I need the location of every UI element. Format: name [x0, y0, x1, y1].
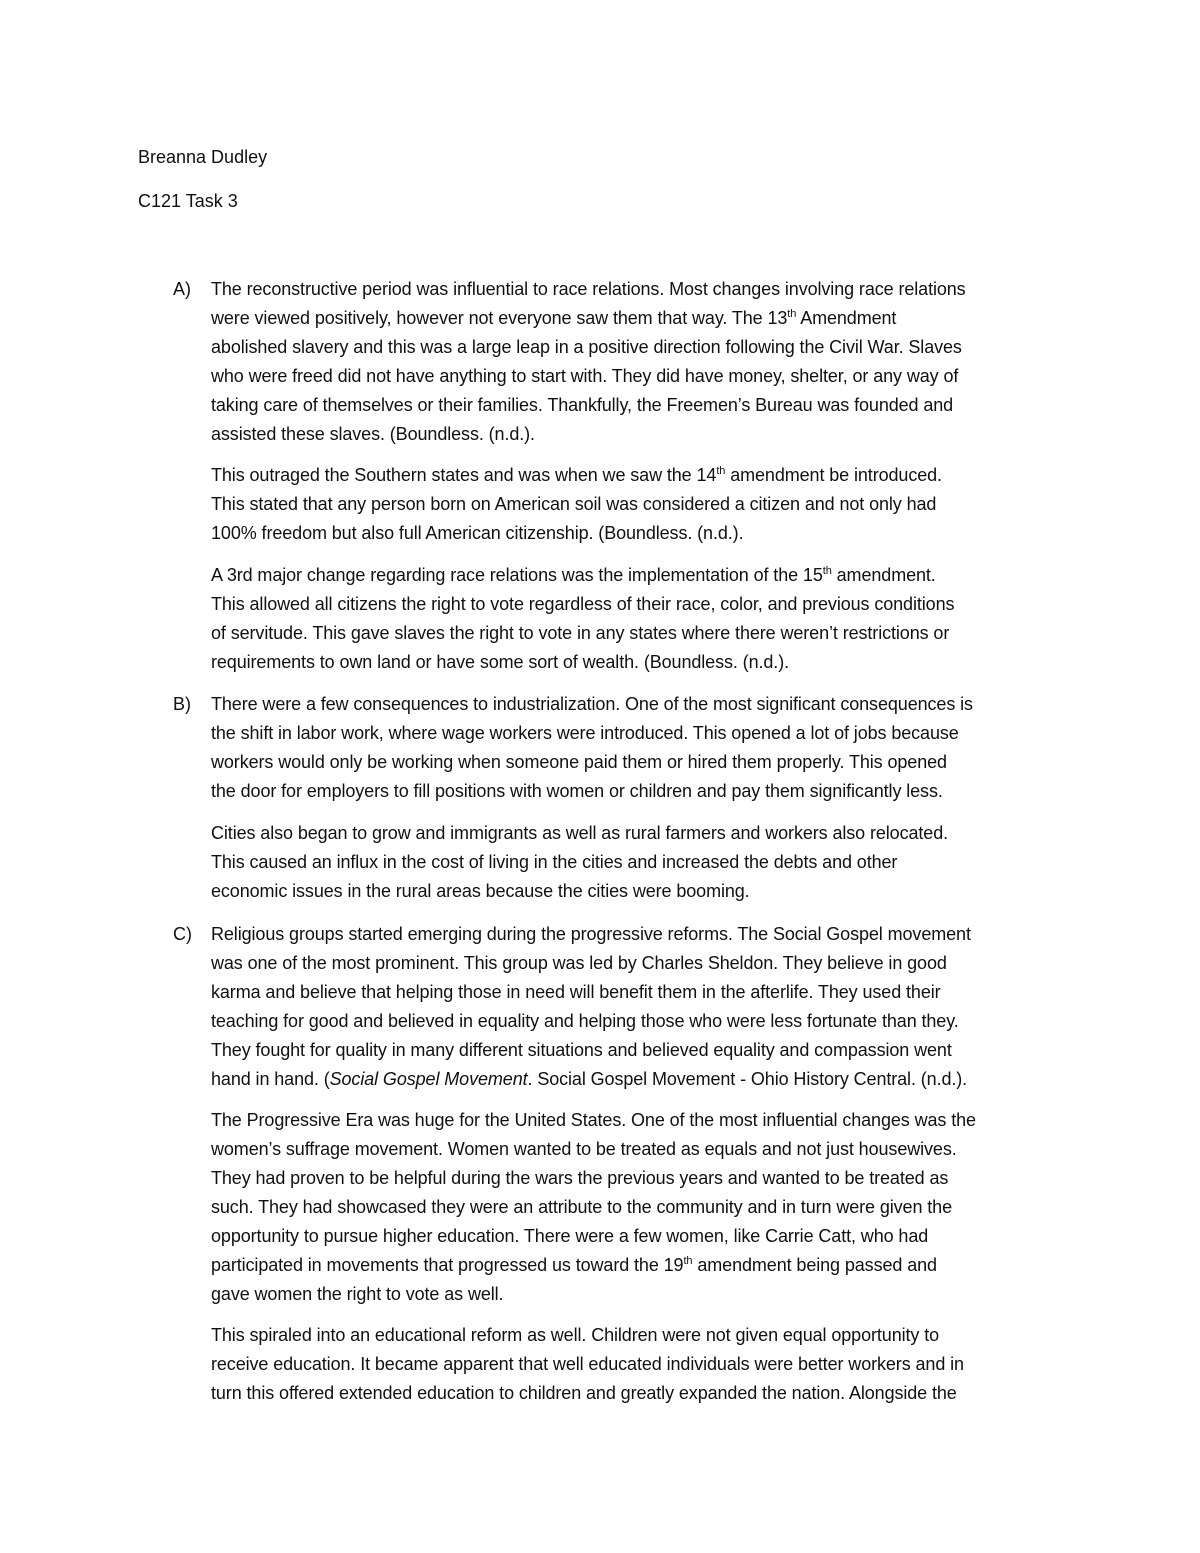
text-line: the door for employers to fill positions with women or children and pay them significantly less.	[211, 781, 943, 801]
text-line: were viewed positively, however not everyone saw them that way. The 13th Amendment	[211, 308, 897, 328]
section-c-letter: C)	[173, 924, 192, 944]
text-line: They fought for quality in many different situations and believed equality and compassion went	[211, 1040, 952, 1060]
text-line: karma and believe that helping those in need will benefit them in the afterlife. They used their	[211, 982, 941, 1002]
text-line: This outraged the Southern states and was when we saw the 14th amendment be introduced.	[211, 465, 942, 485]
text-line: participated in movements that progressed us toward the 19th amendment being passed and	[211, 1255, 937, 1275]
text-line: 100% freedom but also full American citizenship. (Boundless. (n.d.).	[211, 523, 744, 543]
section-a-paragraph-3	[211, 561, 1071, 677]
section-b-letter: B)	[173, 694, 191, 714]
text-line: There were a few consequences to industrialization. One of the most significant consequences is	[211, 694, 973, 714]
text-line: This spiraled into an educational reform as well. Children were not given equal opportunity to	[211, 1325, 940, 1345]
text-line: women’s suffrage movement. Women wanted to be treated as equals and not just housewives.	[211, 1139, 957, 1159]
text-line: Cities also began to grow and immigrants as well as rural farmers and workers also relocated.	[211, 823, 949, 843]
text-line: A 3rd major change regarding race relations was the implementation of the 15th amendment.	[211, 565, 936, 585]
section-b-paragraph-2	[211, 819, 1071, 906]
section-a-letter: A)	[173, 279, 191, 299]
text-line: assisted these slaves. (Boundless. (n.d.).	[211, 424, 535, 444]
text-line: was one of the most prominent. This group was led by Charles Sheldon. They believe in good	[211, 953, 947, 973]
text-line: such. They had showcased they were an attribute to the community and in turn were given the	[211, 1197, 952, 1217]
section-a-paragraph-2	[211, 461, 1071, 548]
text-line: The Progressive Era was huge for the United States. One of the most influential changes was the	[211, 1110, 976, 1130]
text-line: Religious groups started emerging during the progressive reforms. The Social Gospel movement	[211, 924, 971, 944]
text-line: They had proven to be helpful during the wars the previous years and wanted to be treated as	[211, 1168, 949, 1188]
text-line: requirements to own land or have some sort of wealth. (Boundless. (n.d.).	[211, 652, 789, 672]
text-line: opportunity to pursue higher education. There were a few women, like Carrie Catt, who had	[211, 1226, 929, 1246]
section-a-paragraph-1	[211, 275, 1071, 449]
text-line: gave women the right to vote as well.	[211, 1284, 504, 1304]
text-line: taking care of themselves or their families. Thankfully, the Freemen’s Bureau was founded and	[211, 395, 954, 415]
section-c-paragraph-1	[211, 920, 1071, 1094]
section-c-paragraph-3	[211, 1321, 1071, 1408]
section-b-paragraph-1	[211, 690, 1071, 806]
text-line: This caused an influx in the cost of living in the cities and increased the debts and other	[211, 852, 898, 872]
text-line: who were freed did not have anything to start with. They did have money, shelter, or any way of	[211, 366, 959, 386]
text-line: hand in hand. (Social Gospel Movement. Social Gospel Movement - Ohio History Central. (n.d.).	[211, 1069, 968, 1089]
text-line: of servitude. This gave slaves the right to vote in any states where there weren’t restrictions or	[211, 623, 950, 643]
text-line: teaching for good and believed in equality and helping those who were less fortunate than they.	[211, 1011, 959, 1031]
text-line: This stated that any person born on American soil was considered a citizen and not only had	[211, 494, 937, 514]
author-name: Breanna Dudley	[138, 147, 268, 167]
text-line: workers would only be working when someone paid them or hired them properly. This opened	[211, 752, 947, 772]
section-c-paragraph-2	[211, 1106, 1071, 1309]
text-line: turn this offered extended education to children and greatly expanded the nation. Alongside the	[211, 1383, 957, 1403]
text-line: the shift in labor work, where wage workers were introduced. This opened a lot of jobs because	[211, 723, 959, 743]
text-line: The reconstructive period was influential to race relations. Most changes involving race relations	[211, 279, 966, 299]
text-line: This allowed all citizens the right to vote regardless of their race, color, and previous conditions	[211, 594, 955, 614]
text-line: abolished slavery and this was a large leap in a positive direction following the Civil War. Slaves	[211, 337, 962, 357]
text-line: economic issues in the rural areas because the cities were booming.	[211, 881, 750, 901]
text-line: receive education. It became apparent that well educated individuals were better workers and in	[211, 1354, 964, 1374]
course-title: C121 Task 3	[138, 191, 238, 211]
